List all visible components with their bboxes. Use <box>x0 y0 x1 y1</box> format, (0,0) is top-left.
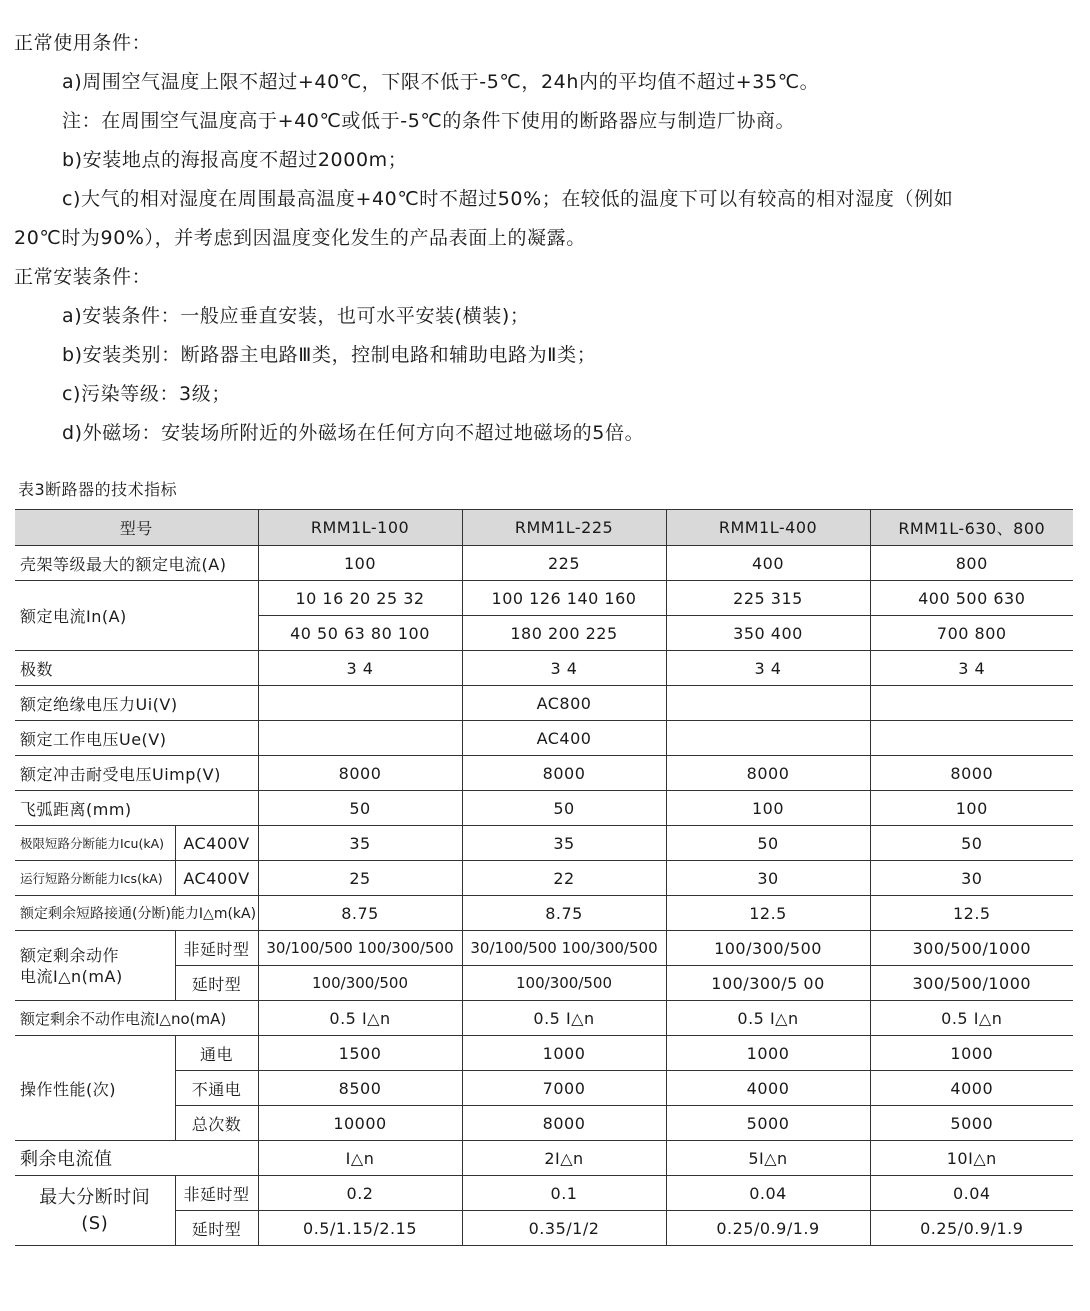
cell: 30 <box>666 861 870 896</box>
cell: 0.35/1/2 <box>462 1211 666 1246</box>
cell: 0.2 <box>258 1176 462 1211</box>
cell: 8000 <box>258 756 462 791</box>
cell: 0.5/1.15/2.15 <box>258 1211 462 1246</box>
row-label: 极数 <box>15 651 258 686</box>
cell: 5000 <box>870 1106 1073 1141</box>
cell: 100/300/500 <box>462 966 666 1001</box>
cell: 10000 <box>258 1106 462 1141</box>
sub-label: 延时型 <box>175 1211 258 1246</box>
cell: 180 200 225 <box>462 616 666 651</box>
cell <box>258 686 462 721</box>
table-row <box>15 721 1073 756</box>
cell: 30/100/500 100/300/500 <box>462 931 666 966</box>
cell: 400 500 630 <box>870 581 1073 616</box>
header-row <box>15 510 1073 546</box>
sub-label: 不通电 <box>175 1071 258 1106</box>
cell <box>870 686 1073 721</box>
cell: 25 <box>258 861 462 896</box>
cell: 30/100/500 100/300/500 <box>258 931 462 966</box>
cell: 2I△n <box>462 1141 666 1176</box>
cell: 50 <box>462 791 666 826</box>
table-row <box>15 931 1073 966</box>
table-row <box>15 1036 1073 1071</box>
sub-label: 总次数 <box>175 1106 258 1141</box>
conditions-section <box>14 24 1076 453</box>
row-label: 运行短路分断能力Ics(kA) <box>15 861 175 896</box>
cell: 7000 <box>462 1071 666 1106</box>
cell: 0.1 <box>462 1176 666 1211</box>
cell: 5000 <box>666 1106 870 1141</box>
cell: 0.5 I△n <box>258 1001 462 1036</box>
sub-label: 非延时型 <box>175 931 258 966</box>
cell: 8.75 <box>258 896 462 931</box>
header-model: 型号 <box>15 510 258 546</box>
row-label-group <box>15 931 175 1001</box>
row-label: 壳架等级最大的额定电流(A) <box>15 546 258 581</box>
cell: 12.5 <box>666 896 870 931</box>
sub-label: AC400V <box>175 826 258 861</box>
cell: 8000 <box>666 756 870 791</box>
cell: 8000 <box>462 1106 666 1141</box>
row-label-group <box>15 1176 175 1246</box>
row-label-line1: 最大分断时间 <box>39 1186 151 1208</box>
cell: 1500 <box>258 1036 462 1071</box>
cell: 5I△n <box>666 1141 870 1176</box>
cell: 50 <box>258 791 462 826</box>
use-item-c-continued: 20℃时为90%），并考虑到因温度变化发生的产品表面上的凝露。 <box>14 227 586 249</box>
cell: 10 16 20 25 32 <box>258 581 462 616</box>
cell: 4000 <box>870 1071 1073 1106</box>
cell: 300/500/1000 <box>870 931 1073 966</box>
header-col-225: RMM1L-225 <box>462 510 666 546</box>
table-row <box>15 581 1073 616</box>
cell: 100/300/500 <box>666 931 870 966</box>
cell: 400 <box>666 546 870 581</box>
table-row <box>15 1001 1073 1036</box>
header-col-100: RMM1L-100 <box>258 510 462 546</box>
cell: 35 <box>258 826 462 861</box>
cell: I△n <box>258 1141 462 1176</box>
cell: 1000 <box>666 1036 870 1071</box>
cell <box>258 721 462 756</box>
table-row <box>15 686 1073 721</box>
table-row <box>15 791 1073 826</box>
table-row <box>15 896 1073 931</box>
use-item-c: c)大气的相对湿度在周围最高温度+40℃时不超过50%；在较低的温度下可以有较高的相对湿度（例如 <box>62 188 954 210</box>
cell <box>666 721 870 756</box>
cell: 350 400 <box>666 616 870 651</box>
cell: 12.5 <box>870 896 1073 931</box>
install-item-b: b)安装类别：断路器主电路Ⅲ类，控制电路和辅助电路为Ⅱ类； <box>62 344 597 366</box>
cell: 0.25/0.9/1.9 <box>870 1211 1073 1246</box>
row-label-line2: 电流I△n(mA) <box>20 966 123 986</box>
sub-label: 延时型 <box>175 966 258 1001</box>
row-label: 操作性能(次) <box>15 1036 175 1141</box>
cell: 100/300/5 00 <box>666 966 870 1001</box>
row-label: 额定冲击耐受电压Uimp(V) <box>15 756 258 791</box>
table-row <box>15 1176 1073 1211</box>
cell: 0.5 I△n <box>870 1001 1073 1036</box>
header-col-400: RMM1L-400 <box>666 510 870 546</box>
cell: 225 <box>462 546 666 581</box>
row-label: 额定电流In(A) <box>15 581 258 651</box>
cell: AC400 <box>462 721 666 756</box>
sub-label: 通电 <box>175 1036 258 1071</box>
cell: 800 <box>870 546 1073 581</box>
cell: 700 800 <box>870 616 1073 651</box>
cell: 100 <box>258 546 462 581</box>
cell: 1000 <box>462 1036 666 1071</box>
cell: 8000 <box>462 756 666 791</box>
cell: 4000 <box>666 1071 870 1106</box>
cell: 3 4 <box>666 651 870 686</box>
cell: 100 126 140 160 <box>462 581 666 616</box>
row-label: 飞弧距离(mm) <box>15 791 258 826</box>
table-row <box>15 1141 1073 1176</box>
table-row <box>15 546 1073 581</box>
cell: 8000 <box>870 756 1073 791</box>
cell: 0.5 I△n <box>462 1001 666 1036</box>
cell: AC800 <box>462 686 666 721</box>
cell: 300/500/1000 <box>870 966 1073 1001</box>
row-label: 额定剩余短路接通(分断)能力I△m(kA) <box>15 896 258 931</box>
use-item-b: b)安装地点的海报高度不超过2000m； <box>62 149 408 171</box>
table-row <box>15 756 1073 791</box>
use-item-a: a)周围空气温度上限不超过+40℃，下限不低于-5℃，24h内的平均值不超过+35℃。 <box>62 71 820 93</box>
cell: 100 <box>870 791 1073 826</box>
install-conditions-title: 正常安装条件： <box>14 266 152 288</box>
table-caption: 表3断路器的技术指标 <box>18 480 178 499</box>
cell <box>870 721 1073 756</box>
cell: 3 4 <box>462 651 666 686</box>
spec-table <box>15 509 1073 1246</box>
row-label: 额定剩余不动作电流I△no(mA) <box>15 1001 258 1036</box>
cell: 50 <box>666 826 870 861</box>
cell: 3 4 <box>870 651 1073 686</box>
cell: 100/300/500 <box>258 966 462 1001</box>
cell: 0.04 <box>666 1176 870 1211</box>
table-row <box>15 861 1073 896</box>
cell: 30 <box>870 861 1073 896</box>
install-item-c: c)污染等级：3级； <box>62 383 231 405</box>
cell: 225 315 <box>666 581 870 616</box>
cell: 8.75 <box>462 896 666 931</box>
use-conditions-title: 正常使用条件： <box>14 32 152 54</box>
sub-label: 非延时型 <box>175 1176 258 1211</box>
use-note: 注：在周围空气温度高于+40℃或低于-5℃的条件下使用的断路器应与制造厂协商。 <box>62 110 796 132</box>
sub-label: AC400V <box>175 861 258 896</box>
cell: 0.04 <box>870 1176 1073 1211</box>
row-label-line2: (S) <box>81 1212 109 1234</box>
table-row <box>15 826 1073 861</box>
cell: 22 <box>462 861 666 896</box>
install-item-d: d)外磁场：安装场所附近的外磁场在任何方向不超过地磁场的5倍。 <box>62 422 645 444</box>
install-item-a: a)安装条件：一般应垂直安装，也可水平安装(横装)； <box>62 305 530 327</box>
row-label: 额定工作电压Ue(V) <box>15 721 258 756</box>
cell: 35 <box>462 826 666 861</box>
row-label: 额定绝缘电压力Ui(V) <box>15 686 258 721</box>
table-row <box>15 651 1073 686</box>
header-col-630-800: RMM1L-630、800 <box>870 510 1073 546</box>
cell: 50 <box>870 826 1073 861</box>
cell: 0.25/0.9/1.9 <box>666 1211 870 1246</box>
cell: 1000 <box>870 1036 1073 1071</box>
cell: 8500 <box>258 1071 462 1106</box>
cell: 40 50 63 80 100 <box>258 616 462 651</box>
row-label: 剩余电流值 <box>15 1141 258 1176</box>
cell <box>666 686 870 721</box>
cell: 10I△n <box>870 1141 1073 1176</box>
cell: 0.5 I△n <box>666 1001 870 1036</box>
cell: 3 4 <box>258 651 462 686</box>
row-label-line1: 额定剩余动作 <box>20 945 120 965</box>
cell: 100 <box>666 791 870 826</box>
row-label: 极限短路分断能力Icu(kA) <box>15 826 175 861</box>
